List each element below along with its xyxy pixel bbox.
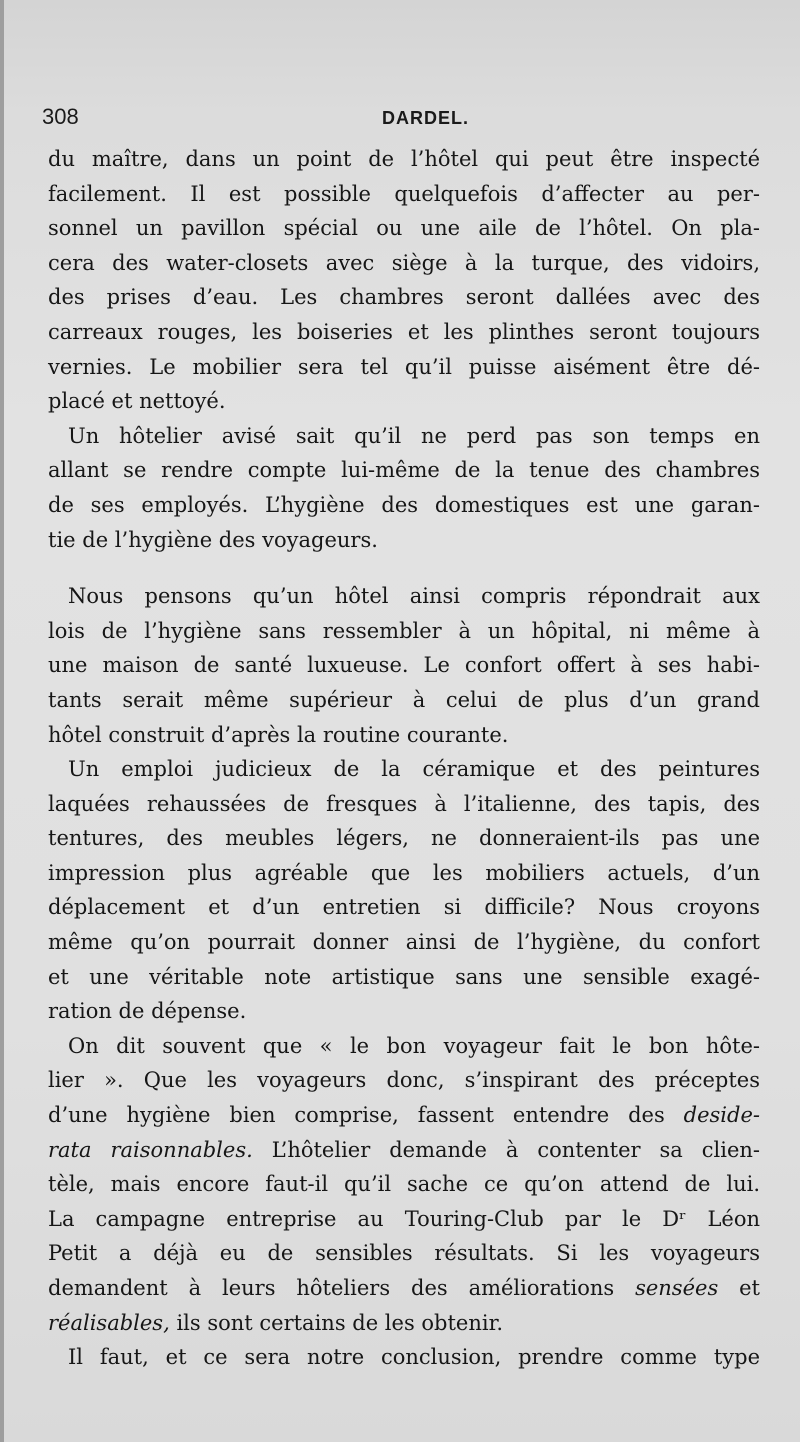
body-text [48,142,760,1375]
text-line: de ses employés. L’hygiène des domestiques est une garan- [48,492,760,517]
text-line: On dit souvent que « le bon voyageur fait le bon hôte- [68,1033,760,1058]
text-line: allant se rendre compte lui-même de la tenue des chambres [48,458,760,483]
section-break [48,557,760,579]
paragraph [48,752,760,1029]
text-run: et [718,1276,760,1300]
running-head: DARDEL. [382,108,469,128]
text-run: demandent à leurs hôteliers des améliorations [48,1276,636,1300]
text-run: ils sont certains de les obtenir. [169,1310,504,1335]
text-line: vernies. Le mobilier sera tel qu’il puisse aisément être dé- [48,354,760,379]
text-line: sonnel un pavillon spécial ou une aile de l’hôtel. On pla- [48,216,760,241]
text-line: du maître, dans un point de l’hôtel qui peut être inspecté [48,147,760,171]
text-line: ration de dépense. [48,999,247,1024]
text-line: et une véritable note artistique sans une sensible exagé- [48,964,760,989]
text-line [48,1306,760,1341]
text-line: une maison de santé luxueuse. Le confort offert à ses habi- [48,653,760,678]
page-header [42,104,760,134]
text-line: Nous pensons qu’un hôtel ainsi compris répondrait aux [68,584,760,609]
paragraph [48,419,760,557]
paragraph [48,1340,760,1375]
italic-text: sensées [635,1276,719,1300]
text-line: des prises d’eau. Les chambres seront dallées avec des [48,285,760,310]
italic-text: rata raisonnables. [48,1137,253,1162]
text-line: lier ». Que les voyageurs donc, s’inspirant des préceptes [48,1068,760,1093]
text-line: même qu’on pourrait donner ainsi de l’hygiène, du confort [48,930,760,955]
paragraph [48,1029,760,1340]
text-line: impression plus agréable que les mobiliers actuels, d’un [48,860,760,885]
text-line: lois de l’hygiène sans ressembler à un hôpital, ni même à [48,618,760,643]
text-line: hôtel construit d’après la routine courante. [48,722,509,747]
text-line [48,1271,760,1306]
text-line: tants serait même supérieur à celui de plus d’un grand [48,687,760,712]
text-run: L’hôtelier demande à contenter sa clien- [252,1137,760,1162]
text-line: laquées rehaussées de fresques à l’italienne, des tapis, des [48,791,760,816]
text-line: carreaux rouges, les boiseries et les plinthes seront toujours [48,319,760,344]
italic-text: réalisables, [48,1310,170,1335]
text-line: Petit a déjà eu de sensibles résultats. Si les voyageurs [48,1241,760,1266]
text-line: tèle, mais encore faut-il qu’il sache ce qu’on attend de lui. [48,1172,760,1197]
text-line: facilement. Il est possible quelquefois d’affecter au per- [48,181,760,206]
text-line: tie de l’hygiène des voyageurs. [48,527,378,552]
text-line: Un emploi judicieux de la céramique et des peintures [68,757,760,782]
paragraph [48,142,760,419]
book-page [4,0,800,1442]
italic-text: deside- [683,1103,760,1128]
text-line: Il faut, et ce sera notre conclusion, prendre comme type [68,1345,760,1370]
text-line: déplacement et d’un entretien si difficile? Nous croyons [48,895,760,920]
text-run: d’une hygiène bien comprise, fassent entendre des [48,1103,684,1128]
paragraph [48,579,760,752]
text-line [48,1098,760,1133]
text-line: La campagne entreprise au Touring-Club par le Dʳ Léon [48,1206,760,1231]
text-line: Un hôtelier avisé sait qu’il ne perd pas son temps en [68,423,760,448]
text-line: cera des water-closets avec siège à la turque, des vidoirs, [48,250,760,275]
text-line [48,1133,760,1168]
page-number: 308 [42,104,79,129]
text-line: tentures, des meubles légers, ne donneraient-ils pas une [48,826,760,851]
text-line: placé et nettoyé. [48,389,226,414]
